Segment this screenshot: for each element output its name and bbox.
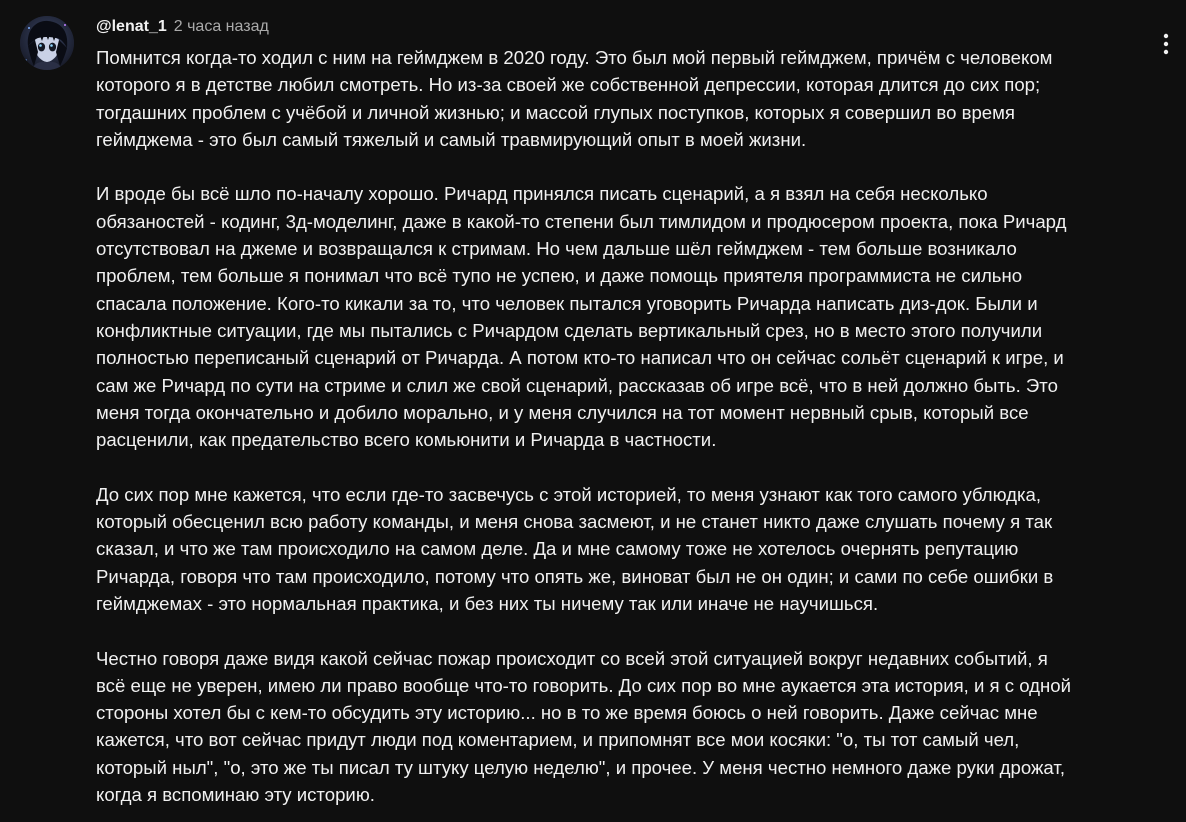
comment-line: До сих пор мне кажется, что если где-то засвечусь с этой историей, то меня узнают как того самого ублюдка, [96,483,1042,505]
comment-line: спасала положение. Кого-то кикали за то, что человек пытался уговорить Ричарда написать диз-док. Были и [96,292,1038,314]
comment-line: геймджемах - это нормальная практика, и без них ты ничему так или иначе не научишься. [96,592,879,614]
avatar[interactable] [20,16,74,70]
comment-line: Честно говоря даже видя какой сейчас пожар происходит со всей этой ситуацией вокруг недавних событий, я [96,647,1048,669]
comment-line: Ричарда, говоря что там происходило, потому что опять же, виноват был не он один; и сами по себе ошибки в [96,565,1054,587]
comment-timestamp[interactable]: 2 часа назад [173,18,269,35]
comment-header [96,14,1126,40]
comment-line: расценили, как предательство всего комьюнити и Ричарда в частности. [96,429,717,451]
comment-body [96,14,1126,808]
comment-paragraph [96,645,1126,809]
comment-line: стороны хотел бы с кем-то обсудить эту историю... но в то же время боюсь о ней говорить. Даже сейчас мне [96,702,1038,724]
comment-line: которого я в детстве любил смотреть. Но из-за своей же собственной депрессии, которая длится до сих пор; [96,74,1041,96]
comment-line: отсутствовал на джеме и возвращался к стримам. Но чем дальше шёл геймджем - тем больше возникало [96,238,1017,260]
comment-line: сам же Ричард по сути на стриме и слил же свой сценарий, рассказав об игре всё, что в ней должно быть. Это [96,374,1058,396]
comment-line: проблем, тем больше я понимал что всё тупо не успею, и даже помощь приятеля программиста не сильно [96,265,1023,287]
avatar-anime-character-icon [20,16,74,70]
kebab-menu-icon [1163,33,1169,55]
comment-line: геймджема - это был самый тяжелый и самый травмирующий опыт в моей жизни. [96,128,807,150]
comment-text [96,44,1126,808]
comment-line: меня тогда окончательно и добило морально, и у меня случился на тот момент нервный срыв, который все [96,401,1029,423]
comment-line: когда я вспоминаю эту историю. [96,784,375,806]
comment-line: полностью переписаный сценарий от Ричарда. А потом кто-то написал что он сейчас сольёт сценарий к игре, и [96,347,1064,369]
comment-action-menu-button[interactable] [1148,24,1184,64]
comment-paragraph [96,180,1126,453]
comment-line: обязаностей - кодинг, 3д-моделинг, даже в какой-то степени был тимлидом и продюсером проекта, пока Ричард [96,210,1067,232]
comment-paragraph [96,481,1126,617]
comment-line: Помнится когда-то ходил с ним на геймджем в 2020 году. Это был мой первый геймджем, причём с человеком [96,47,1053,68]
author-name[interactable]: @lenat_1 [96,18,167,35]
comment-paragraph [96,44,1126,153]
comment-line: кажется, что вот сейчас придут люди под коментарием, и припомнят все мои косяки: "о, ты тот самый чел, [96,729,1020,751]
comment-line: который обесценил всю работу команды, и меня снова засмеют, и не станет никто даже слушать почему я так [96,511,1053,533]
comment-line: который ныл", "о, это же ты писал ту штуку целую неделю", и прочее. У меня честно немного даже руки дрожат, [96,756,1065,778]
comment-line: всё еще не уверен, имею ли право вообще что-то говорить. До сих пор во мне аукается эта история, и я с одной [96,674,1072,696]
comment-line: конфликтные ситуации, где мы пытались с Ричардом сделать вертикальный срез, но в место этого получили [96,319,1043,341]
comment-line: сказал, и что же там происходило на самом деле. Да и мне самому тоже не хотелось очернять репутацию [96,538,1019,560]
comment-line: тогдашних проблем с учёбой и личной жизнью; и массой глупых поступков, которых я совершил во время [96,101,1015,123]
comment-line: И вроде бы всё шло по-началу хорошо. Ричард принялся писать сценарий, а я взял на себя несколько [96,183,988,205]
